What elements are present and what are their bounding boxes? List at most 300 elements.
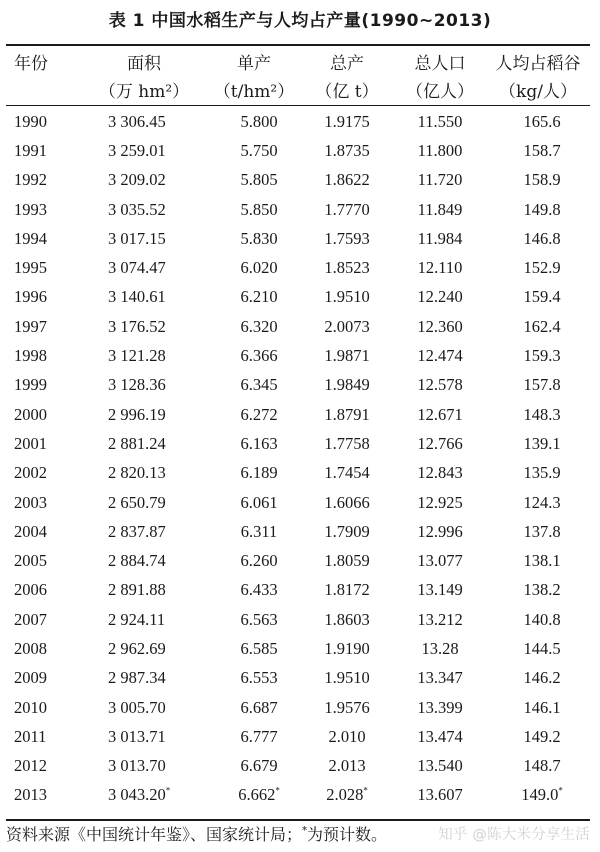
cell-value: 157.8: [523, 375, 561, 395]
table-row: [6, 722, 590, 751]
cell-area: [80, 400, 208, 429]
table-row: [6, 400, 590, 429]
cell-value: 2000: [14, 404, 47, 424]
cell-value: 165.6: [523, 111, 561, 131]
cell-value: 2011: [14, 726, 47, 746]
cell-per-capita: [486, 429, 590, 458]
cell-value: 2 962.69: [108, 638, 166, 658]
cell-value: 1.8172: [324, 580, 370, 600]
cell-value: 148.7: [523, 756, 561, 776]
cell-value: 1992: [14, 170, 47, 190]
cell-value: 12.996: [417, 521, 463, 541]
cell-year: [6, 664, 80, 693]
cell-value: 152.9: [523, 258, 561, 278]
cell-value: 6.563: [240, 609, 278, 629]
cell-value: 5.830: [240, 228, 278, 248]
cell-yield: [208, 136, 300, 165]
source-note-tail: 为预计数。: [307, 825, 388, 844]
table-row: [6, 195, 590, 224]
cell-value: 13.474: [417, 726, 463, 746]
cell-yield: [208, 722, 300, 751]
cell-yield: [208, 429, 300, 458]
cell-value: 2 820.13: [108, 463, 166, 483]
cell-yield: [208, 576, 300, 605]
cell-total-output: [300, 634, 394, 663]
cell-value: 1998: [14, 346, 47, 366]
cell-year: [6, 136, 80, 165]
cell-value: 2.013: [328, 756, 366, 776]
cell-value: 2013: [14, 785, 47, 805]
cell-value: 6.585: [240, 638, 278, 658]
cell-per-capita: [486, 459, 590, 488]
cell-value: 6.189: [240, 463, 278, 483]
cell-per-capita: [486, 195, 590, 224]
cell-population: [394, 107, 486, 136]
cell-total-output: [300, 400, 394, 429]
cell-area: [80, 517, 208, 546]
cell-value: 6.260: [240, 551, 278, 571]
cell-value: 1.8059: [324, 551, 370, 571]
cell-value: 1.7758: [324, 433, 370, 453]
header-row-top: [6, 47, 590, 75]
cell-total-output: [300, 136, 394, 165]
cell-total-output: [300, 605, 394, 634]
table-title: 表 1 中国水稻生产与人均占产量(1990~2013): [108, 11, 492, 31]
cell-year: [6, 195, 80, 224]
header-per-capita-unit: （kg/人）: [499, 81, 577, 102]
cell-year: [6, 517, 80, 546]
table-row: [6, 488, 590, 517]
cell-area: [80, 283, 208, 312]
cell-per-capita: [486, 752, 590, 781]
cell-value: 2 884.74: [108, 551, 166, 571]
cell-value: 2002: [14, 463, 47, 483]
cell-year: [6, 722, 80, 751]
bottom-rule: [6, 819, 590, 821]
cell-value: 11.550: [417, 111, 463, 131]
cell-yield: [208, 781, 300, 810]
cell-area: [80, 224, 208, 253]
cell-value: 1996: [14, 287, 47, 307]
cell-population: [394, 400, 486, 429]
cell-yield: [208, 546, 300, 575]
cell-total-output: [300, 546, 394, 575]
cell-value: 6.320: [240, 316, 278, 336]
cell-per-capita: [486, 634, 590, 663]
cell-per-capita: [486, 781, 590, 810]
cell-area: [80, 312, 208, 341]
cell-yield: [208, 195, 300, 224]
cell-value: 2.010: [328, 726, 366, 746]
cell-year: [6, 634, 80, 663]
cell-value: 162.4: [523, 316, 561, 336]
cell-value: 6.662: [238, 785, 276, 805]
cell-total-output: [300, 107, 394, 136]
cell-value: 11.720: [417, 170, 463, 190]
cell-population: [394, 693, 486, 722]
cell-population: [394, 722, 486, 751]
cell-area: [80, 576, 208, 605]
cell-value: 2007: [14, 609, 47, 629]
header-rule: [6, 105, 590, 106]
cell-total-output: [300, 488, 394, 517]
cell-area: [80, 488, 208, 517]
cell-value: 137.8: [523, 521, 561, 541]
cell-population: [394, 312, 486, 341]
cell-value: 3 209.02: [108, 170, 166, 190]
cell-value: 149.0: [521, 785, 559, 805]
cell-area: [80, 107, 208, 136]
cell-value: 1.7454: [324, 463, 370, 483]
cell-value: 1.9871: [324, 346, 370, 366]
cell-yield: [208, 664, 300, 693]
cell-value: 13.540: [417, 756, 463, 776]
cell-yield: [208, 341, 300, 370]
cell-value: 158.9: [523, 170, 561, 190]
cell-value: 1993: [14, 199, 47, 219]
cell-yield: [208, 517, 300, 546]
source-note-star: *: [302, 825, 308, 837]
table-body: [6, 107, 590, 810]
table-rows: [6, 107, 590, 810]
cell-value: 3 121.28: [108, 346, 166, 366]
cell-year: [6, 253, 80, 282]
cell-value: 1999: [14, 375, 47, 395]
cell-value: 1.9510: [324, 668, 370, 688]
cell-value: 124.3: [523, 492, 561, 512]
cell-value: 2 837.87: [108, 521, 166, 541]
header-row-units: [6, 75, 590, 103]
cell-population: [394, 546, 486, 575]
cell-value: 6.163: [240, 433, 278, 453]
cell-per-capita: [486, 136, 590, 165]
cell-value: 12.671: [417, 404, 463, 424]
cell-per-capita: [486, 341, 590, 370]
cell-value: 2006: [14, 580, 47, 600]
cell-value: 1991: [14, 140, 47, 160]
cell-value: 1.8735: [324, 140, 370, 160]
cell-value: 13.149: [417, 580, 463, 600]
cell-value: 139.1: [523, 433, 561, 453]
cell-year: [6, 605, 80, 634]
cell-yield: [208, 752, 300, 781]
header-year: 年份: [14, 53, 48, 74]
cell-value: 2.028: [326, 785, 364, 805]
cell-per-capita: [486, 312, 590, 341]
cell-yield: [208, 459, 300, 488]
cell-area: [80, 722, 208, 751]
table-row: [6, 253, 590, 282]
table-row: [6, 224, 590, 253]
cell-value: 3 128.36: [108, 375, 166, 395]
table-row: [6, 371, 590, 400]
cell-year: [6, 576, 80, 605]
cell-population: [394, 283, 486, 312]
cell-value: 146.2: [523, 668, 561, 688]
cell-value: 3 176.52: [108, 316, 166, 336]
cell-total-output: [300, 224, 394, 253]
cell-total-output: [300, 312, 394, 341]
cell-value: 5.800: [240, 111, 278, 131]
cell-value: 1995: [14, 258, 47, 278]
cell-value: 6.311: [240, 521, 278, 541]
cell-per-capita: [486, 722, 590, 751]
table-row: [6, 605, 590, 634]
cell-value: 1.9175: [324, 111, 370, 131]
cell-value: 13.607: [417, 785, 463, 805]
cell-value: 12.843: [417, 463, 463, 483]
cell-value: 11.800: [417, 140, 463, 160]
cell-area: [80, 634, 208, 663]
cell-total-output: [300, 283, 394, 312]
cell-yield: [208, 634, 300, 663]
cell-value: 2.0073: [324, 316, 370, 336]
table-row: [6, 634, 590, 663]
cell-value: 138.1: [523, 551, 561, 571]
cell-year: [6, 166, 80, 195]
cell-value: 6.553: [240, 668, 278, 688]
cell-area: [80, 136, 208, 165]
cell-total-output: [300, 752, 394, 781]
cell-value: 3 013.71: [108, 726, 166, 746]
cell-yield: [208, 107, 300, 136]
cell-value: 2003: [14, 492, 47, 512]
cell-total-output: [300, 459, 394, 488]
cell-value: 6.687: [240, 697, 278, 717]
cell-yield: [208, 488, 300, 517]
cell-total-output: [300, 722, 394, 751]
cell-value: 149.2: [523, 726, 561, 746]
table-row: [6, 283, 590, 312]
cell-population: [394, 576, 486, 605]
cell-value: 6.061: [240, 492, 278, 512]
cell-population: [394, 371, 486, 400]
cell-yield: [208, 400, 300, 429]
cell-yield: [208, 224, 300, 253]
cell-value: 5.850: [240, 199, 278, 219]
cell-total-output: [300, 195, 394, 224]
cell-population: [394, 166, 486, 195]
cell-population: [394, 341, 486, 370]
cell-value: 2001: [14, 433, 47, 453]
cell-population: [394, 664, 486, 693]
cell-value: 13.077: [417, 551, 463, 571]
cell-value: 3 035.52: [108, 199, 166, 219]
table-row: [6, 693, 590, 722]
cell-year: [6, 546, 80, 575]
cell-population: [394, 488, 486, 517]
header-total-output-unit: （亿 t）: [315, 81, 379, 102]
table-row: [6, 781, 590, 810]
cell-value: 3 140.61: [108, 287, 166, 307]
cell-value: 12.360: [417, 316, 463, 336]
cell-yield: [208, 693, 300, 722]
cell-value: 1.9576: [324, 697, 370, 717]
cell-value: 12.578: [417, 375, 463, 395]
estimate-marker: *: [275, 785, 280, 796]
cell-year: [6, 371, 80, 400]
cell-value: 6.345: [240, 375, 278, 395]
top-rule: [6, 44, 590, 46]
cell-yield: [208, 283, 300, 312]
cell-total-output: [300, 429, 394, 458]
cell-population: [394, 781, 486, 810]
header-area-unit: （万 hm²）: [98, 81, 190, 102]
cell-yield: [208, 371, 300, 400]
cell-yield: [208, 253, 300, 282]
cell-value: 138.2: [523, 580, 561, 600]
cell-value: 1.8791: [324, 404, 370, 424]
cell-value: 3 017.15: [108, 228, 166, 248]
cell-value: 146.8: [523, 228, 561, 248]
header-yield: 单产: [237, 53, 271, 74]
header-yield-unit: （t/hm²）: [213, 81, 295, 102]
cell-value: 1.7770: [324, 199, 370, 219]
cell-value: 11.984: [417, 228, 463, 248]
header-area: 面积: [127, 53, 161, 74]
table-header: [6, 47, 590, 103]
cell-population: [394, 752, 486, 781]
cell-population: [394, 253, 486, 282]
cell-population: [394, 605, 486, 634]
cell-value: 3 074.47: [108, 258, 166, 278]
cell-per-capita: [486, 517, 590, 546]
cell-total-output: [300, 166, 394, 195]
cell-value: 3 005.70: [108, 697, 166, 717]
cell-area: [80, 195, 208, 224]
cell-year: [6, 107, 80, 136]
table-row: [6, 517, 590, 546]
cell-value: 3 013.70: [108, 756, 166, 776]
cell-value: 6.679: [240, 756, 278, 776]
cell-value: 1.8523: [324, 258, 370, 278]
cell-area: [80, 546, 208, 575]
cell-total-output: [300, 517, 394, 546]
cell-area: [80, 693, 208, 722]
cell-year: [6, 429, 80, 458]
cell-area: [80, 253, 208, 282]
cell-total-output: [300, 371, 394, 400]
watermark: 知乎 @陈大米分享生活: [438, 827, 590, 843]
cell-total-output: [300, 576, 394, 605]
header-population: 总人口: [414, 53, 466, 74]
cell-value: 149.8: [523, 199, 561, 219]
cell-value: 6.777: [240, 726, 278, 746]
cell-total-output: [300, 253, 394, 282]
cell-population: [394, 224, 486, 253]
cell-value: 11.849: [417, 199, 463, 219]
cell-value: 1.7593: [324, 228, 370, 248]
cell-value: 1994: [14, 228, 47, 248]
cell-value: 2009: [14, 668, 47, 688]
cell-value: 12.110: [417, 258, 463, 278]
cell-value: 2004: [14, 521, 47, 541]
cell-value: 13.212: [417, 609, 463, 629]
cell-value: 3 259.01: [108, 140, 166, 160]
cell-area: [80, 752, 208, 781]
cell-value: 2005: [14, 551, 47, 571]
cell-area: [80, 605, 208, 634]
cell-value: 2 891.88: [108, 580, 166, 600]
table-row: [6, 312, 590, 341]
cell-per-capita: [486, 605, 590, 634]
cell-value: 5.750: [240, 140, 278, 160]
cell-area: [80, 459, 208, 488]
cell-per-capita: [486, 166, 590, 195]
cell-value: 6.210: [240, 287, 278, 307]
cell-per-capita: [486, 253, 590, 282]
cell-value: 2008: [14, 638, 47, 658]
table-row: [6, 752, 590, 781]
cell-year: [6, 693, 80, 722]
cell-value: 6.366: [240, 346, 278, 366]
cell-yield: [208, 605, 300, 634]
cell-yield: [208, 312, 300, 341]
cell-population: [394, 517, 486, 546]
cell-value: 1.8603: [324, 609, 370, 629]
cell-value: 2 996.19: [108, 404, 166, 424]
cell-value: 12.925: [417, 492, 463, 512]
cell-value: 6.272: [240, 404, 278, 424]
cell-year: [6, 224, 80, 253]
table-row: [6, 459, 590, 488]
cell-value: 1.9190: [324, 638, 370, 658]
cell-value: 1997: [14, 316, 47, 336]
cell-value: 135.9: [523, 463, 561, 483]
cell-yield: [208, 166, 300, 195]
cell-value: 159.3: [523, 346, 561, 366]
estimate-marker: *: [165, 785, 171, 796]
cell-per-capita: [486, 107, 590, 136]
estimate-marker: *: [558, 785, 563, 796]
table-row: [6, 341, 590, 370]
cell-value: 140.8: [523, 609, 561, 629]
cell-value: 12.474: [417, 346, 463, 366]
cell-per-capita: [486, 400, 590, 429]
cell-value: 144.5: [523, 638, 561, 658]
cell-population: [394, 429, 486, 458]
cell-year: [6, 283, 80, 312]
cell-total-output: [300, 693, 394, 722]
cell-value: 158.7: [523, 140, 561, 160]
header-per-capita: 人均占稻谷: [495, 53, 581, 74]
header-year-unit: [6, 75, 80, 103]
cell-per-capita: [486, 488, 590, 517]
cell-total-output: [300, 341, 394, 370]
estimate-marker: *: [363, 785, 368, 796]
cell-year: [6, 459, 80, 488]
cell-year: [6, 488, 80, 517]
cell-per-capita: [486, 283, 590, 312]
table-row: [6, 664, 590, 693]
cell-value: 6.433: [240, 580, 278, 600]
cell-value: 2 987.34: [108, 668, 166, 688]
table-row: [6, 429, 590, 458]
table-row: [6, 546, 590, 575]
cell-population: [394, 136, 486, 165]
cell-value: 12.240: [417, 287, 463, 307]
cell-value: 1.7909: [324, 521, 370, 541]
cell-per-capita: [486, 693, 590, 722]
cell-value: 3 306.45: [108, 111, 166, 131]
cell-value: 5.805: [240, 170, 278, 190]
cell-area: [80, 371, 208, 400]
table-row: [6, 576, 590, 605]
cell-value: 2010: [14, 697, 47, 717]
cell-value: 13.28: [421, 638, 459, 658]
cell-total-output: [300, 664, 394, 693]
cell-value: 148.3: [523, 404, 561, 424]
